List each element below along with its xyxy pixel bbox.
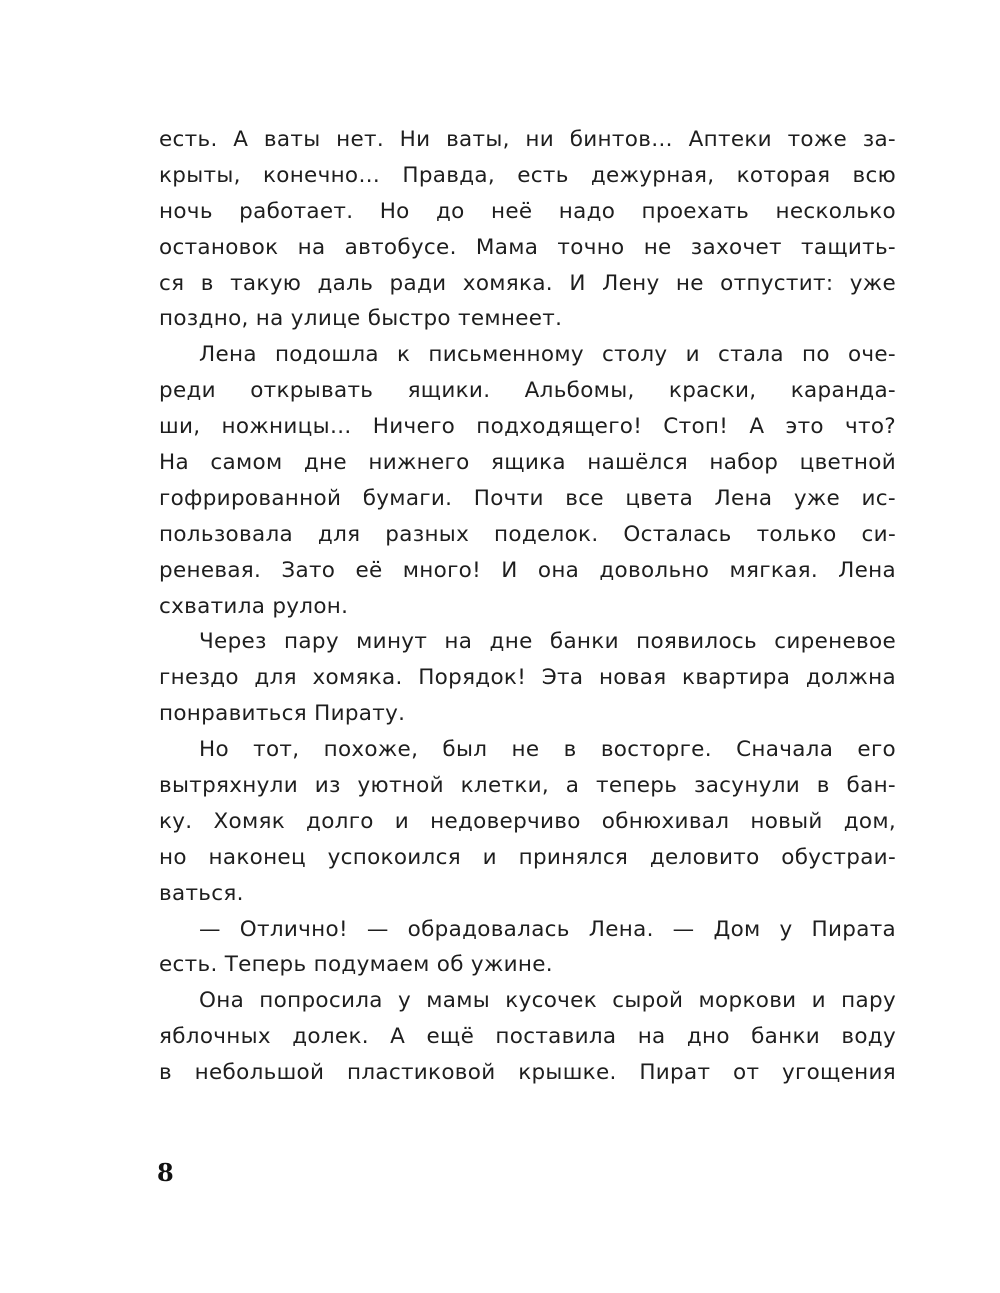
text-line: — Отлично! — обрадовалась Лена. — Дом у Пирата	[199, 916, 896, 942]
text-line: ночь работает. Но до неё надо проехать несколько	[159, 198, 896, 224]
paragraph	[159, 624, 896, 732]
text-line: гофрированной бумаги. Почти все цвета Лена уже ис-	[159, 485, 896, 511]
paragraph	[159, 122, 896, 337]
text-line: но наконец успокоился и принялся деловито обустраи-	[159, 844, 896, 870]
page-number: 8	[157, 1158, 174, 1187]
text-line: ваться.	[159, 880, 244, 906]
text-line: Но тот, похоже, был не в восторге. Сначала его	[199, 737, 896, 763]
text-line: Через пару минут на дне банки появилось сиреневое	[199, 629, 896, 655]
text-line: схватила рулон.	[159, 593, 349, 619]
text-line: реди открывать ящики. Альбомы, краски, каранда-	[159, 378, 896, 404]
text-line: яблочных долек. А ещё поставила на дно банки воду	[159, 1024, 896, 1050]
body-text	[159, 122, 896, 1091]
text-line: есть. Теперь подумаем об ужине.	[159, 952, 553, 978]
text-line: Лена подошла к письменному столу и стала по оче-	[199, 342, 896, 368]
paragraph	[159, 912, 896, 984]
text-line: понравиться Пирату.	[159, 701, 406, 727]
text-line: поздно, на улице быстро темнеет.	[159, 306, 563, 332]
text-line: Она попросила у мамы кусочек сырой моркови и пару	[199, 988, 896, 1014]
paragraph	[159, 337, 896, 624]
text-line: реневая. Зато её много! И она довольно мягкая. Лена	[159, 557, 896, 583]
text-line: ся в такую даль ради хомяка. И Лену не отпустит: уже	[159, 270, 896, 296]
text-line: На самом дне нижнего ящика нашёлся набор цветной	[159, 450, 896, 476]
text-line: в небольшой пластиковой крышке. Пират от угощения	[159, 1060, 896, 1086]
text-line: ши, ножницы… Ничего подходящего! Стоп! А это что?	[159, 414, 896, 440]
paragraph	[159, 732, 896, 911]
text-line: вытряхнули из уютной клетки, а теперь засунули в бан-	[159, 773, 896, 799]
text-line: остановок на автобусе. Мама точно не захочет тащить-	[159, 234, 896, 260]
text-line: пользовала для разных поделок. Осталась только си-	[159, 521, 896, 547]
paragraph	[159, 983, 896, 1091]
text-line: есть. А ваты нет. Ни ваты, ни бинтов… Аптеки тоже за-	[159, 127, 896, 152]
text-line: гнездо для хомяка. Порядок! Эта новая квартира должна	[159, 665, 896, 691]
text-line: крыты, конечно… Правда, есть дежурная, которая всю	[159, 162, 896, 188]
text-line: ку. Хомяк долго и недоверчиво обнюхивал новый дом,	[159, 808, 896, 834]
